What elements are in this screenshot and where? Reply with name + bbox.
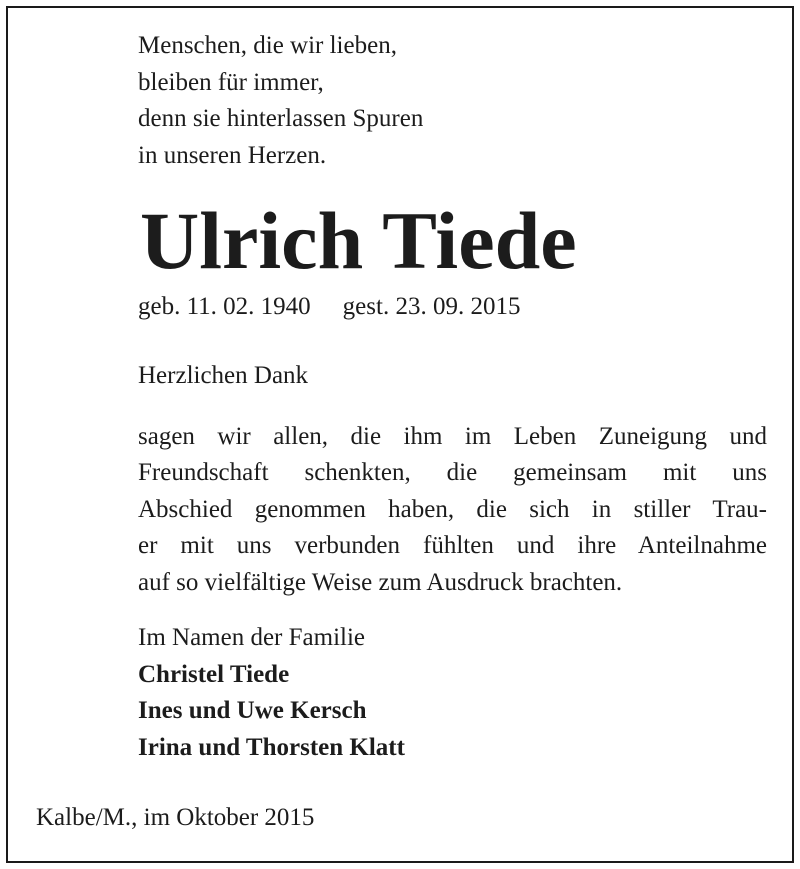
poem-line: denn sie hinterlassen Spuren [138,105,424,132]
poem-line: bleiben für immer, [138,68,324,96]
deceased-name: Ulrich Tiede [140,195,577,286]
family-member: Irina und Thorsten Klatt [138,733,405,761]
poem-line: Menschen, die wir lieben, [138,32,397,59]
family-member: Ines und Uwe Kersch [138,697,367,724]
thanks-line: sagen wir allen, die ihm im Leben Zuneigung und [138,423,767,450]
place-date: Kalbe/M., im Oktober 2015 [36,804,315,831]
family-signature [138,620,405,766]
thanks-heading: Herzlichen Dank [138,362,309,389]
poem [138,28,423,174]
thanks-line: Freundschaft schenkten, die gemeinsam mit uns [138,459,767,487]
family-member: Christel Tiede [138,660,290,688]
thanks-line: auf so vielfältige Weise zum Ausdruck brachten. [138,568,623,596]
life-dates [138,289,520,325]
thanks-line: er mit uns verbunden fühlten und ihre Anteilnahme [138,532,767,560]
death-date: gest. 23. 09. 2015 [342,293,521,320]
family-intro: Im Namen der Familie [138,624,366,651]
thanks-line: Abschied genommen haben, die sich in stiller Trau- [138,495,767,523]
poem-line: in unseren Herzen. [138,141,327,169]
thanks-text [138,419,767,601]
birth-date: geb. 11. 02. 1940 [138,293,311,320]
